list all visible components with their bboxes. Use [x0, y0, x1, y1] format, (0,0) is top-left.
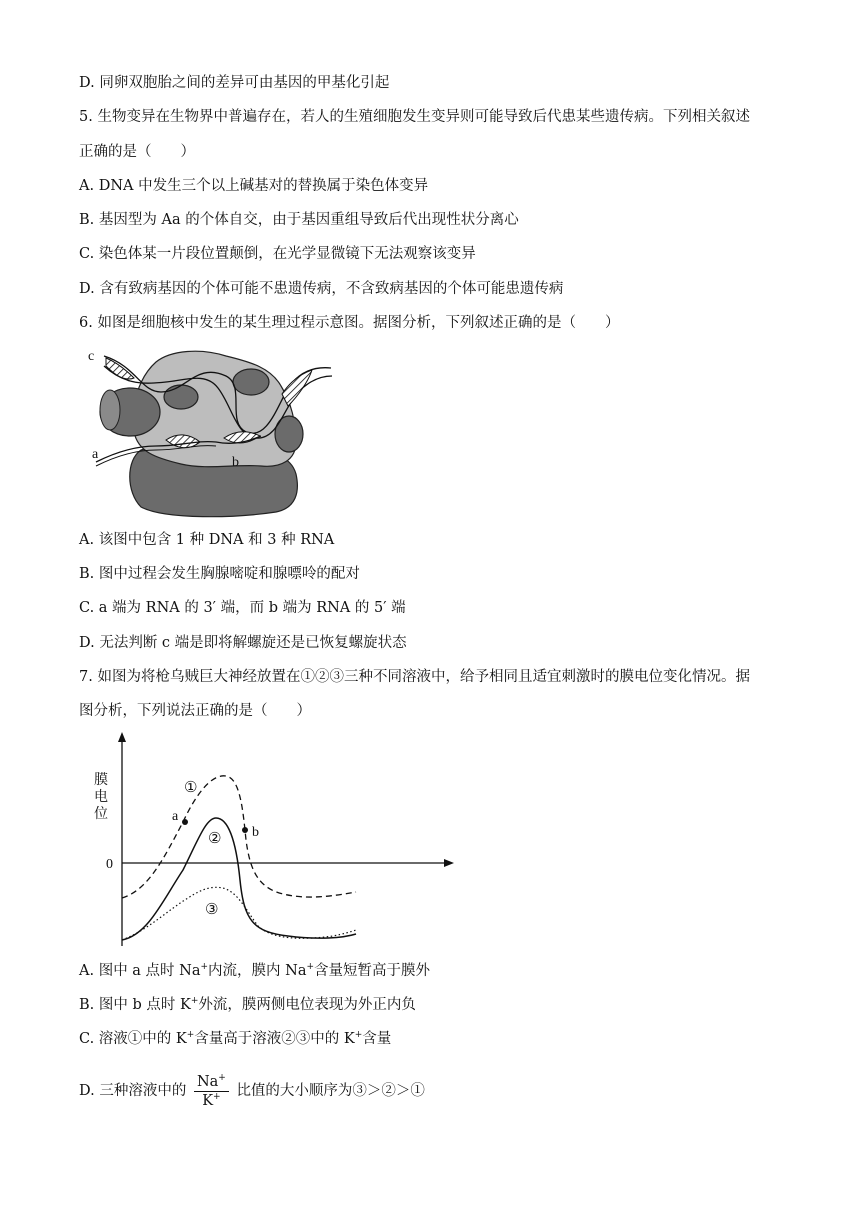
q6-stem: 6. 如图是细胞核中发生的某生理过程示意图。据图分析，下列叙述正确的是（ ） [79, 315, 620, 331]
point-a [182, 819, 188, 825]
q6-option-b: B. 图中过程会发生胸腺嘧啶和腺嘌呤的配对 [79, 566, 360, 582]
series-3-curve [122, 887, 356, 940]
svg-text:膜: 膜 [94, 772, 108, 788]
polymerase-center-spot [164, 385, 198, 409]
q5-stem-line2: 正确的是（ ） [79, 144, 195, 160]
q5-option-d: D. 含有致病基因的个体可能不患遗传病，不含致病基因的个体可能患遗传病 [79, 281, 564, 297]
q7-option-c: C. 溶液①中的 K+含量高于溶液②③中的 K+含量 [79, 1030, 392, 1047]
transcription-diagram [86, 342, 338, 520]
series-1-label: ① [184, 778, 198, 796]
q5-option-a: A. DNA 中发生三个以上碱基对的替换属于染色体变异 [79, 178, 429, 194]
series-1-curve [122, 776, 356, 898]
q7-option-b: B. 图中 b 点时 K+外流，膜两侧电位表现为外正内负 [79, 996, 416, 1013]
q7-stem-line2: 图分析，下列说法正确的是（ ） [79, 703, 311, 719]
label-a: a [92, 447, 99, 462]
label-b: b [232, 455, 239, 470]
y-axis-label [94, 772, 108, 822]
q7-option-a: A. 图中 a 点时 Na+内流，膜内 Na+含量短暂高于膜外 [79, 962, 431, 979]
series-2-curve [122, 818, 356, 940]
polymerase-top-knob [233, 369, 269, 395]
zero-tick-label: 0 [106, 857, 113, 872]
q6-option-c: C. a 端为 RNA 的 3′ 端，而 b 端为 RNA 的 5′ 端 [79, 600, 406, 616]
q6-option-a: A. 该图中包含 1 种 DNA 和 3 种 RNA [79, 532, 335, 548]
label-c: c [88, 349, 95, 364]
na-k-fraction: $\frac{Na^+}{K^+}$ [194, 1073, 229, 1110]
membrane-potential-chart [88, 730, 460, 952]
q7-option-d: D. 三种溶液中的 $\frac{Na^+}{K^+}$ 比值的大小顺序为③＞②＞① [79, 1072, 425, 1109]
q4-option-d: D. 同卵双胞胎之间的差异可由基因的甲基化引起 [79, 75, 390, 91]
series-2-label: ② [208, 829, 222, 847]
dna-helix-left [106, 358, 134, 379]
svg-text:位: 位 [94, 806, 108, 822]
point-b [242, 827, 248, 833]
q5-option-c: C. 染色体某一片段位置颠倒，在光学显微镜下无法观察该变异 [79, 246, 476, 262]
svg-text:电: 电 [94, 789, 108, 805]
q7-stem-line1: 7. 如图为将枪乌贼巨大神经放置在①②③三种不同溶液中，给予相同且适宜刺激时的膜电位变化情况。据 [79, 669, 750, 685]
q5-option-b: B. 基因型为 Aa 的个体自交，由于基因重组导致后代出现性状分离心 [79, 212, 519, 228]
point-b-label: b [252, 825, 259, 840]
q5-stem-line1: 5. 生物变异在生物界中普遍存在，若人的生殖细胞发生变异则可能导致后代患某些遗传病。下列相关叙述 [79, 109, 750, 125]
point-a-label: a [172, 809, 179, 824]
series-3-label: ③ [205, 900, 219, 918]
dna-helix-right [282, 370, 312, 406]
q6-option-d: D. 无法判断 c 端是即将解螺旋还是已恢复螺旋状态 [79, 635, 407, 651]
